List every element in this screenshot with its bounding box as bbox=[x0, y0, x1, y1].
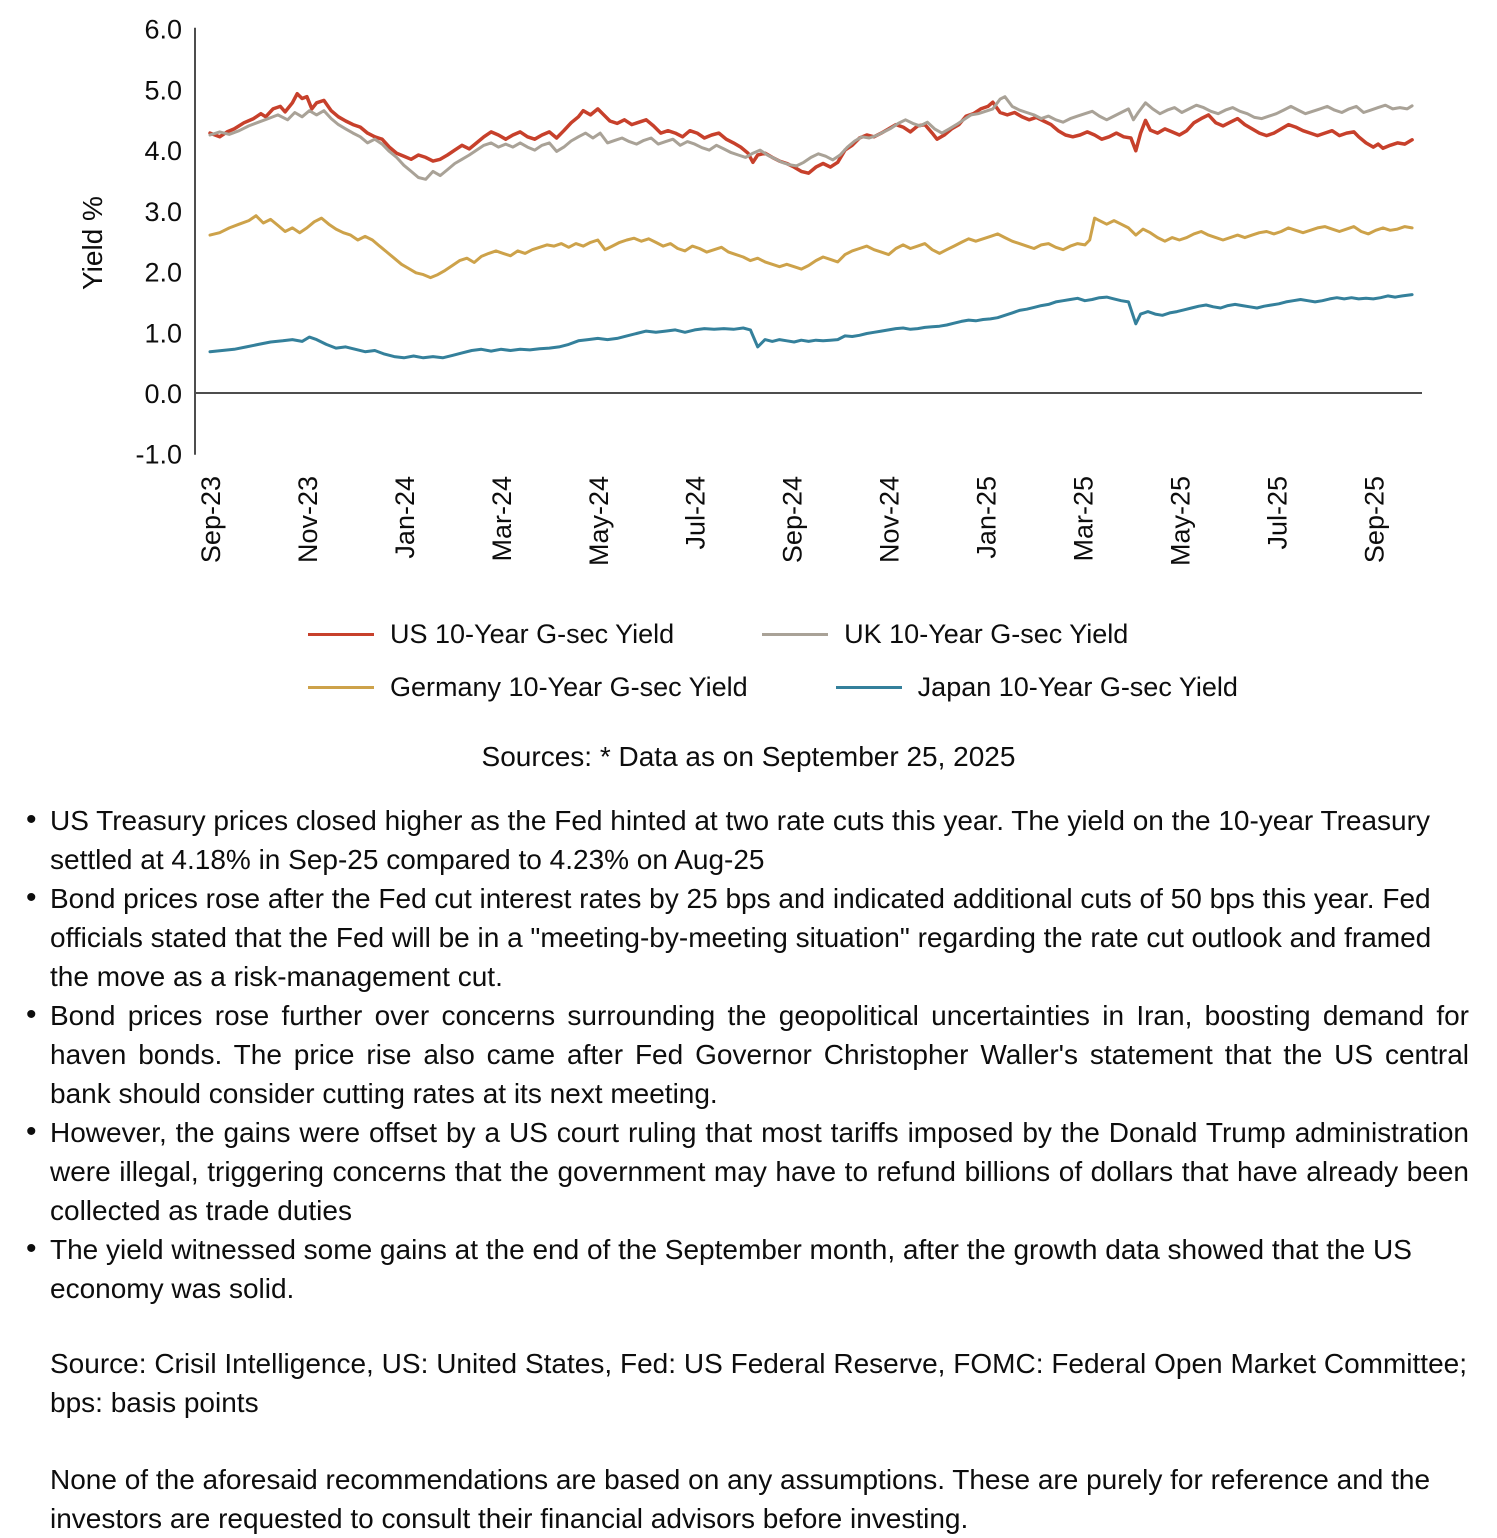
legend-label-japan: Japan 10-Year G-sec Yield bbox=[917, 672, 1238, 702]
sources-caption: Sources: * Data as on September 25, 2025 bbox=[481, 741, 1016, 772]
x-tick-label: Sep-23 bbox=[196, 476, 226, 564]
legend-label-us: US 10-Year G-sec Yield bbox=[390, 619, 675, 649]
series-line-japan bbox=[210, 295, 1412, 358]
x-tick-label: Mar-24 bbox=[486, 476, 517, 562]
x-tick-label: Mar-25 bbox=[1068, 476, 1099, 562]
list-item: • Bond prices rose after the Fed cut interest rates by 25 bps and indicated additional cuts of 50 bps this year. Fed officials stated that the Fed will be in a "meeting-by-meeting situation" regarding the rate cut outlook and framed the move as a risk-management cut. bbox=[24, 879, 1469, 996]
series-line-germany bbox=[210, 216, 1412, 278]
japan-series-swatch-icon bbox=[836, 686, 902, 689]
list-item: • However, the gains were offset by a US court ruling that most tariffs imposed by the Donald Trump administration were illegal, triggering concerns that the government may have to refund billions of dollars that have already been collected as trade duties bbox=[24, 1113, 1469, 1230]
germany-series-swatch-icon bbox=[308, 686, 374, 689]
uk-series-swatch-icon bbox=[762, 633, 828, 636]
x-tick-label: Jan-25 bbox=[971, 476, 1002, 559]
y-tick-label: 3.0 bbox=[144, 196, 182, 227]
legend-item-us bbox=[308, 619, 674, 650]
series-line-us bbox=[210, 94, 1412, 174]
x-tick-label: Jul-25 bbox=[1262, 476, 1293, 550]
x-tick-label: Nov-23 bbox=[292, 476, 323, 564]
source-abbreviations-note: Source: Crisil Intelligence, US: United States, Fed: US Federal Reserve, FOMC: Federal Open Market Committee; bps: basis points bbox=[50, 1348, 1467, 1418]
x-tick-label: May-24 bbox=[583, 476, 614, 567]
yield-chart-block bbox=[0, 0, 1497, 597]
y-tick-label: -1.0 bbox=[135, 439, 182, 470]
x-tick-label: Jul-24 bbox=[680, 476, 711, 550]
y-tick-label: 6.0 bbox=[144, 14, 182, 45]
legend-label-germany: Germany 10-Year G-sec Yield bbox=[390, 672, 748, 702]
y-axis-title: Yield % bbox=[77, 196, 108, 290]
y-tick-label: 2.0 bbox=[144, 257, 182, 288]
x-tick-label: Sep-24 bbox=[777, 476, 808, 564]
list-item: • US Treasury prices closed higher as the Fed hinted at two rate cuts this year. The yield on the 10-year Treasury settled at 4.18% in Sep-25 compared to 4.23% on Aug-25 bbox=[24, 801, 1469, 879]
x-tick-label: Nov-24 bbox=[874, 476, 905, 564]
list-item: • Bond prices rose further over concerns surrounding the geopolitical uncertainties in Iran, boosting demand for haven bonds. The price rise also came after Fed Governor Christopher Waller's statement that the US central bank should consider cutting rates at its next meeting. bbox=[24, 996, 1469, 1113]
list-item: • The yield witnessed some gains at the end of the September month, after the growth data showed that the US economy was solid. bbox=[24, 1230, 1469, 1308]
chart-legend bbox=[0, 619, 1497, 703]
legend-label-uk: UK 10-Year G-sec Yield bbox=[844, 619, 1129, 649]
commentary-list bbox=[0, 801, 1497, 1308]
legend-item-japan bbox=[836, 672, 1238, 703]
series-line-uk bbox=[210, 97, 1412, 180]
disclaimer-text: None of the aforesaid recommendations are based on any assumptions. These are purely for reference and the investors are requested to consult their financial advisors before investing. bbox=[50, 1464, 1431, 1534]
x-tick-label: Jan-24 bbox=[389, 476, 420, 559]
legend-item-germany bbox=[308, 672, 748, 703]
x-tick-label: May-25 bbox=[1165, 476, 1196, 567]
y-tick-label: 1.0 bbox=[144, 318, 182, 349]
legend-row-1 bbox=[308, 619, 1497, 650]
us-series-swatch-icon bbox=[308, 633, 374, 636]
y-tick-label: 0.0 bbox=[144, 379, 182, 409]
legend-item-uk bbox=[762, 619, 1128, 650]
legend-row-2 bbox=[308, 672, 1497, 703]
x-tick-label: Sep-25 bbox=[1359, 476, 1390, 564]
yield-chart bbox=[0, 0, 1497, 592]
y-tick-label: 5.0 bbox=[144, 75, 182, 106]
y-tick-label: 4.0 bbox=[144, 136, 182, 167]
